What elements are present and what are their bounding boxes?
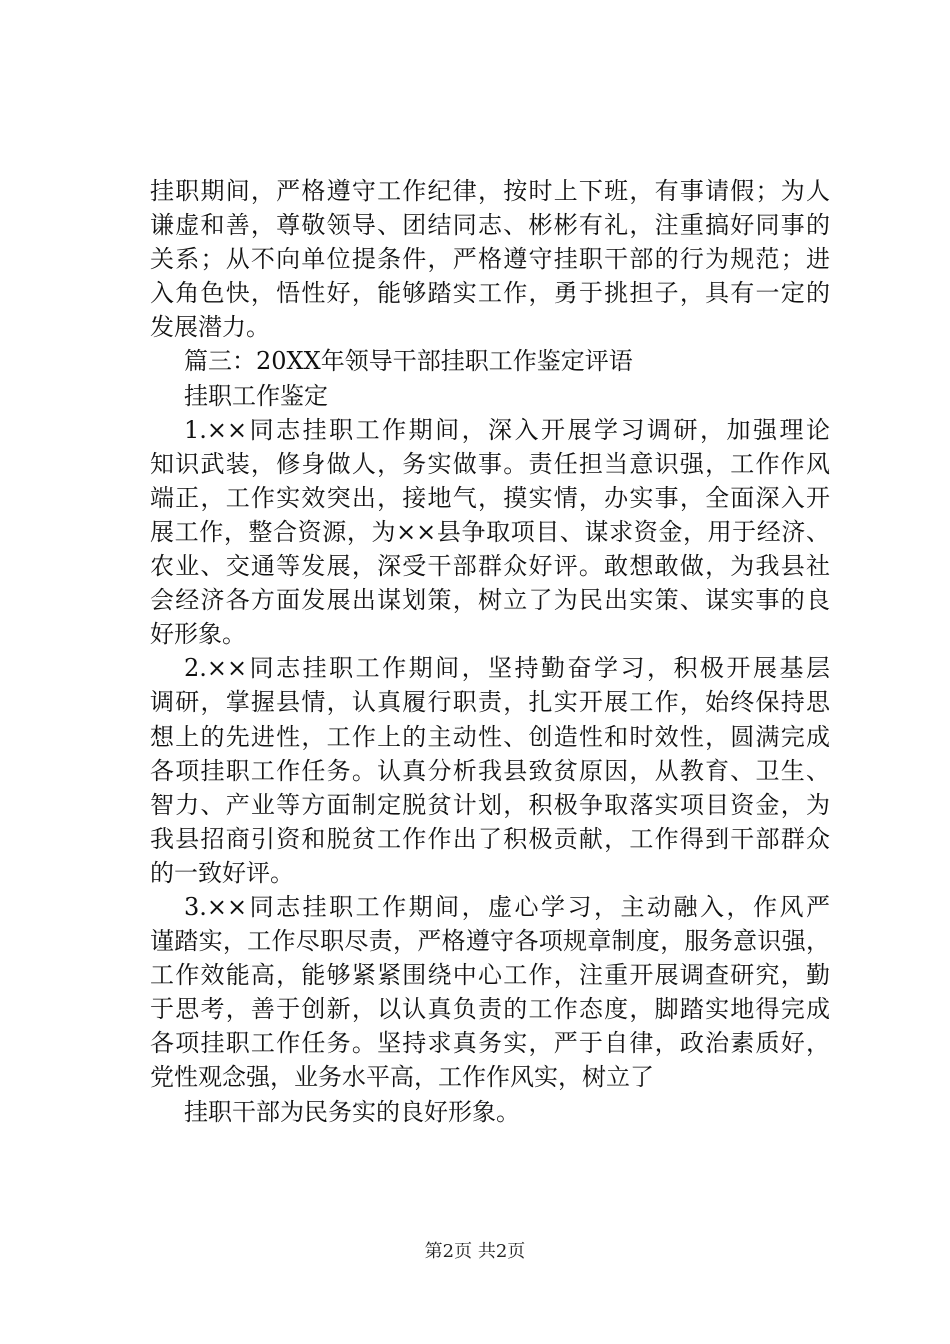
text-line: 工作效能高，能够紧紧围绕中心工作，注重开展调查研究，勤 [150,961,830,990]
paragraph-intro [150,174,830,344]
text-line: 调研，掌握县情，认真履行职责，扎实开展工作，始终保持思 [150,688,830,717]
sub-heading [150,379,830,413]
section-heading [150,344,830,378]
heading-text: 挂职工作鉴定 [184,381,328,410]
text-line: 知识武装，修身做人，务实做事。责任担当意识强，工作作风 [150,449,830,478]
text-line: 谦虚和善，尊敬领导、团结同志、彬彬有礼，注重搞好同事的 [150,211,830,240]
paragraph-item-2 [150,651,830,890]
text-line: 端正，工作实效突出，接地气，摸实情，办实事，全面深入开 [150,483,830,512]
text-line: 展工作，整合资源，为××县争取项目、谋求资金，用于经济、 [150,517,830,546]
document-body [150,174,830,1129]
text-line: 于思考，善于创新，以认真负责的工作态度，脚踏实地得完成 [150,995,830,1024]
paragraph-item-1 [150,413,830,652]
heading-text: 篇三：20XX年领导干部挂职工作鉴定评语 [184,347,633,376]
text-line: 挂职期间，严格遵守工作纪律，按时上下班，有事请假；为人 [150,177,830,205]
text-line: 的一致好评。 [150,858,294,887]
text-line: 我县招商引资和脱贫工作作出了积极贡献，工作得到干部群众 [150,824,830,853]
text-line: 农业、交通等发展，深受干部群众好评。敢想敢做，为我县社 [150,552,830,581]
text-line: 2.××同志挂职工作期间，坚持勤奋学习，积极开展基层 [184,654,830,683]
text-line: 谨踏实，工作尽职尽责，严格遵守各项规章制度，服务意识强， [150,927,830,956]
text-line: 各项挂职工作任务。坚持求真务实，严于自律，政治素质好， [150,1029,830,1058]
text-line: 入角色快，悟性好，能够踏实工作，勇于挑担子，具有一定的 [150,279,830,308]
paragraph-item-3 [150,890,830,1095]
text-line: 发展潜力。 [150,313,270,342]
text-line: 各项挂职工作任务。认真分析我县致贫原因，从教育、卫生、 [150,756,830,785]
text-line: 党性观念强，业务水平高，工作作风实，树立了 [150,1063,654,1092]
text-line: 会经济各方面发展出谋划策，树立了为民出实策、谋实事的良 [150,586,830,615]
text-line: 想上的先进性，工作上的主动性、创造性和时效性，圆满完成 [150,722,830,751]
text-line: 关系；从不向单位提条件，严格遵守挂职干部的行为规范；进 [150,245,830,274]
text-line: 3.××同志挂职工作期间，虚心学习，主动融入，作风严 [184,892,830,921]
page-footer: 第2页 共2页 [424,1241,526,1262]
text-line: 好形象。 [150,620,246,649]
text-line: 1.××同志挂职工作期间，深入开展学习调研，加强理论 [184,415,830,444]
text-line: 智力、产业等方面制定脱贫计划，积极争取落实项目资金，为 [150,790,830,819]
paragraph-closing [150,1095,830,1129]
text-line: 挂职干部为民务实的良好形象。 [184,1097,520,1126]
